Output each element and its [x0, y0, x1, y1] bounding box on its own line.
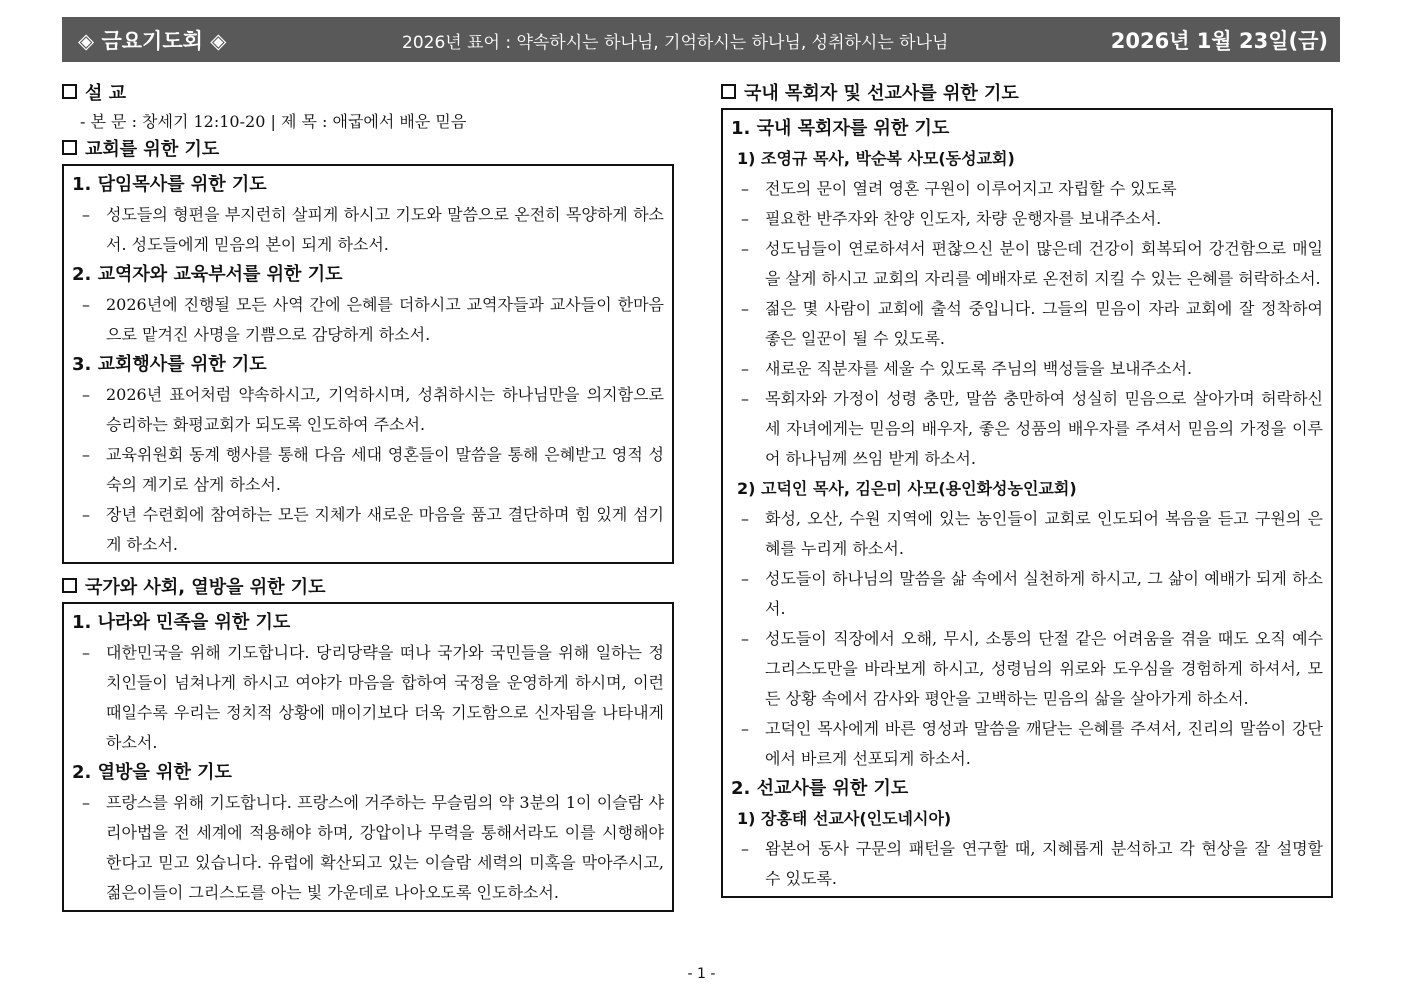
- page-title: ◈ 금요기도회 ◈: [78, 29, 227, 53]
- prayer-item: – 성도들의 형편을 부지런히 살피게 하시고 기도와 말씀으로 온전히 목양하게 하소서. 성도들에게 믿음의 본이 되게 하소서.: [82, 205, 664, 254]
- group-heading: 2. 선교사를 위한 기도: [731, 778, 909, 799]
- group-heading: 2. 교역자와 교육부서를 위한 기도: [72, 264, 343, 285]
- prayer-item: – 장년 수련회에 참여하는 모든 지체가 새로운 마음을 품고 결단하며 힘 있게 섬기게 하소서.: [82, 505, 664, 554]
- sermon-info: - 본 문 : 창세기 12:10-20 | 제 목 : 애굽에서 배운 믿음: [80, 112, 467, 131]
- prayer-item: – 젊은 몇 사람이 교회에 출석 중입니다. 그들의 믿음이 자라 교회에 잘 정착하여 좋은 일꾼이 될 수 있도록.: [741, 299, 1323, 348]
- header-bar: [62, 17, 1340, 62]
- pastor-name: 2) 고덕인 목사, 김은미 사모(용인화성농인교회): [737, 479, 1077, 498]
- prayer-item: – 필요한 반주자와 찬양 인도자, 차량 운행자를 보내주소서.: [741, 209, 1162, 228]
- page-number: - 1 -: [687, 966, 716, 982]
- group-heading: 1. 나라와 민족을 위한 기도: [72, 612, 291, 633]
- prayer-item: – 고덕인 목사에게 바른 영성과 말씀을 깨닫는 은혜를 주셔서, 진리의 말씀이 강단에서 바르게 선포되게 하소서.: [741, 719, 1323, 768]
- prayer-item: – 2026년 표어처럼 약속하시고, 기억하시며, 성취하시는 하나님만을 의지함으로 승리하는 화평교회가 되도록 인도하여 주소서.: [82, 385, 664, 434]
- right-column: [721, 80, 1333, 898]
- prayer-item: – 교육위원회 동계 행사를 통해 다음 세대 영혼들이 말씀을 통해 은혜받고 영적 성숙의 계기로 삼게 하소서.: [82, 445, 664, 494]
- section-title-church: 교회를 위한 기도: [62, 136, 674, 164]
- prayer-item: – 성도님들이 연로하셔서 편찮으신 분이 많은데 건강이 회복되어 강건함으로 매일을 살게 하시고 교회의 자리를 예배자로 온전히 지킬 수 있는 은혜를 허락하소서.: [741, 239, 1323, 288]
- prayer-item: – 프랑스를 위해 기도합니다. 프랑스에 거주하는 무슬림의 약 3분의 1이 이슬람 샤리아법을 전 세계에 적용해야 하며, 강압이나 무력을 통해서라도 이를 시행해야 한다고 믿고 있습니다. 유럽에 확산되고 있는 이슬람 세력의 미혹을 막아주시고, 젊은이들이 그리스도를 아는 빛 가운데로 나아오도록 인도하소서.: [82, 793, 664, 902]
- checkbox-square-icon: [721, 84, 736, 99]
- meeting-date: 2026년 1월 23일(금): [1110, 29, 1328, 53]
- section-title-sermon: 설 교: [62, 80, 674, 108]
- checkbox-square-icon: [62, 140, 77, 155]
- prayer-item: – 성도들이 하나님의 말씀을 삶 속에서 실천하게 하시고, 그 삶이 예배가 되게 하소서.: [741, 569, 1323, 618]
- prayer-item: – 화성, 오산, 수원 지역에 있는 농인들이 교회로 인도되어 복음을 듣고 구원의 은혜를 누리게 하소서.: [741, 509, 1323, 558]
- year-motto: 2026년 표어 : 약속하시는 하나님, 기억하시는 하나님, 성취하시는 하나님: [402, 33, 949, 53]
- prayer-item: – 성도들이 직장에서 오해, 무시, 소통의 단절 같은 어려움을 겪을 때도 오직 예수 그리스도만을 바라보게 하시고, 성령님의 위로와 도우심을 경험하게 하셔서, 모든 상황 속에서 감사와 평안을 고백하는 믿음의 삶을 살아가게 하소서.: [741, 629, 1323, 708]
- left-column: [62, 80, 674, 912]
- group-heading: 1. 담임목사를 위한 기도: [72, 174, 267, 195]
- section-title-nation: 국가와 사회, 열방을 위한 기도: [62, 574, 674, 602]
- checkbox-square-icon: [62, 84, 77, 99]
- group-heading: 2. 열방을 위한 기도: [72, 762, 232, 783]
- missions-prayer-box: [721, 108, 1333, 898]
- group-heading: 1. 국내 목회자를 위한 기도: [731, 118, 950, 139]
- checkbox-square-icon: [62, 578, 77, 593]
- missionary-name: 1) 장홍태 선교사(인도네시아): [737, 809, 952, 828]
- pastor-name: 1) 조영규 목사, 박순복 사모(동성교회): [737, 149, 1015, 168]
- section-title-missions: 국내 목회자 및 선교사를 위한 기도: [721, 80, 1333, 108]
- prayer-item: – 2026년에 진행될 모든 사역 간에 은혜를 더하시고 교역자들과 교사들이 한마음으로 맡겨진 사명을 기쁨으로 감당하게 하소서.: [82, 295, 664, 344]
- church-prayer-box: [62, 164, 674, 564]
- prayer-item: – 대한민국을 위해 기도합니다. 당리당략을 떠나 국가와 국민들을 위해 일하는 정치인들이 넘쳐나게 하시고 여야가 마음을 합하여 국정을 운영하게 하시며, 이런 때일수록 우리는 정치적 상황에 매이기보다 더욱 기도함으로 신자됨을 나타내게 하소서.: [82, 643, 664, 752]
- nation-prayer-box: [62, 602, 674, 912]
- group-heading: 3. 교회행사를 위한 기도: [72, 354, 267, 375]
- prayer-item: – 전도의 문이 열려 영혼 구원이 이루어지고 자립할 수 있도록: [741, 179, 1177, 198]
- prayer-item: – 새로운 직분자를 세울 수 있도록 주님의 백성들을 보내주소서.: [741, 359, 1193, 378]
- prayer-item: – 목회자와 가정이 성령 충만, 말씀 충만하여 성실히 믿음으로 살아가며 허락하신 세 자녀에게는 믿음의 배우자, 좋은 성품의 배우자를 주셔서 믿음의 가정을 이루어 하나님께 쓰임 받게 하소서.: [741, 389, 1323, 468]
- prayer-item: – 왐본어 동사 구문의 패턴을 연구할 때, 지혜롭게 분석하고 각 현상을 잘 설명할 수 있도록.: [741, 839, 1323, 888]
